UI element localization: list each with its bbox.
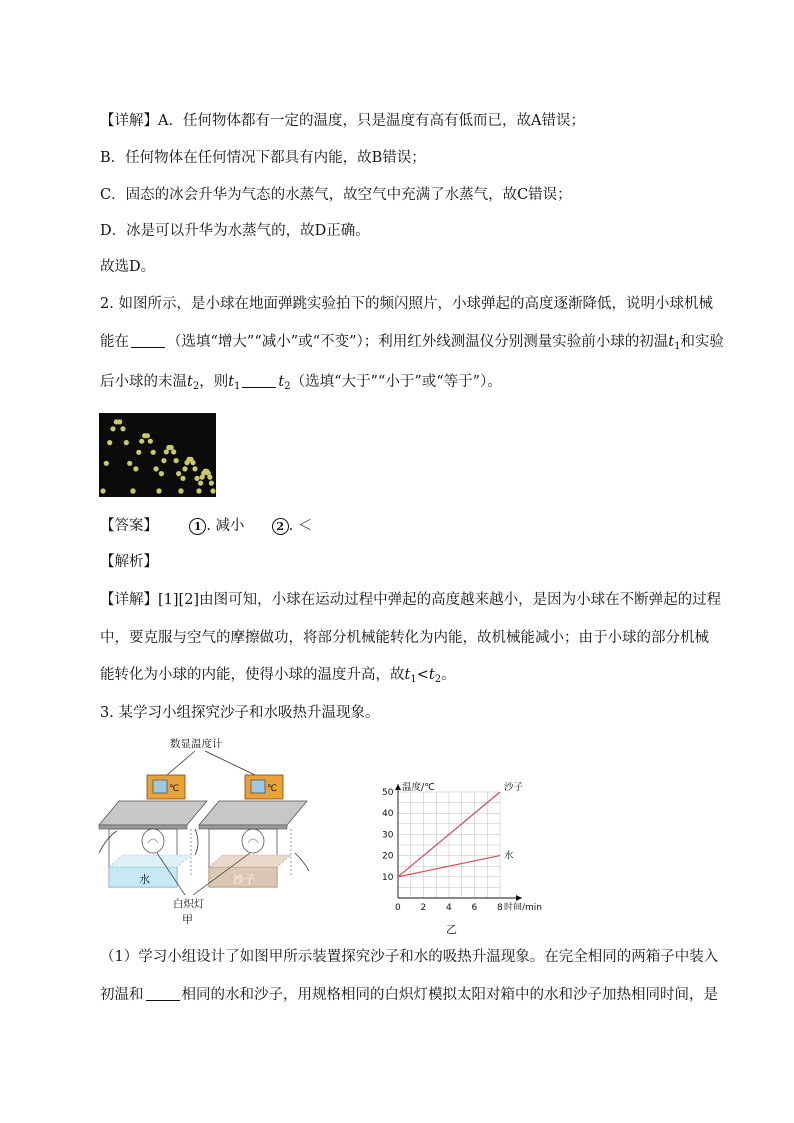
ball-image — [130, 488, 135, 493]
t1-subscript: 1 — [674, 341, 681, 352]
t1-symbol: t — [404, 667, 411, 683]
part-1-line-2 — [100, 985, 718, 1005]
y-tick-label: 30 — [382, 830, 394, 841]
answer-number-2: 2 — [272, 518, 289, 535]
lamp-label: 白炽灯 — [173, 898, 205, 910]
ball-image — [209, 481, 214, 486]
answer-blank-1[interactable] — [131, 333, 165, 348]
figure-a-caption: 甲 — [182, 913, 193, 926]
ball-image — [182, 466, 187, 471]
detail-line-a: 【详解】A．任何物体都有一定的温度，只是温度有高有低而已，故A错误； — [100, 113, 585, 129]
ball-image — [139, 439, 144, 444]
ball-image — [120, 426, 125, 431]
ball-image — [127, 461, 132, 466]
ball-image — [171, 449, 176, 454]
conclusion-line: 故选D。 — [100, 259, 156, 275]
analysis-label: 【解析】 — [100, 554, 158, 570]
unit-label-right: ℃ — [267, 784, 278, 794]
ball-image — [180, 476, 185, 481]
ball-image — [176, 471, 181, 476]
ball-image — [190, 460, 195, 465]
answer-line — [100, 516, 312, 536]
less-than-symbol: < — [416, 667, 429, 683]
answer-label: 【答案】 — [100, 518, 158, 534]
analysis-line-3 — [100, 665, 456, 690]
ball-image — [110, 426, 115, 431]
x-tick-label: 6 — [471, 903, 478, 910]
answer-number-1: 1 — [189, 518, 206, 535]
analysis-text: 。 — [441, 667, 456, 683]
ball-image — [210, 488, 215, 493]
ball-image — [145, 433, 150, 438]
y-tick-label: 20 — [382, 851, 394, 862]
temperature-chart — [370, 780, 560, 910]
q2-text: ，则 — [199, 374, 229, 390]
ball-image — [104, 461, 109, 466]
answer-blank-3[interactable] — [146, 986, 180, 1001]
t2-symbol: t — [428, 667, 435, 683]
ball-image — [207, 475, 212, 480]
x-tick-label: 0 — [395, 903, 401, 910]
t1-subscript: 1 — [234, 381, 241, 392]
t2-subscript: 2 — [192, 381, 200, 392]
ball-image — [148, 439, 153, 444]
ball-image — [156, 488, 161, 493]
detail-line-d: D．冰是可以升华为水蒸气的，故D正确。 — [100, 223, 370, 239]
ball-image — [124, 440, 129, 445]
t1-subscript: 1 — [410, 674, 417, 685]
unit-label-left: ℃ — [169, 784, 180, 794]
analysis-text: 能转化为小球的内能，使得小球的温度升高，故 — [100, 667, 405, 683]
bouncing-ball-photo — [99, 413, 216, 497]
x-axis-label: 时间/min — [504, 903, 543, 910]
figure-b-caption: 乙 — [446, 923, 457, 936]
question-2-line-1: 2. 如图所示，是小球在地面弹跳实验拍下的频闪照片，小球弹起的高度逐渐降低，说明小球机械 — [100, 296, 713, 312]
y-axis-label: 温度/℃ — [402, 782, 435, 793]
part-1-text: 相同的水和沙子，用规格相同的白炽灯模拟太阳对箱中的水和沙子加热相同时间，是 — [181, 987, 718, 1003]
series-label: 沙子 — [504, 782, 524, 793]
ball-image — [196, 488, 201, 493]
q2-text: 能在 — [100, 334, 129, 350]
question-3-title: 3. 某学习小组探究沙子和水吸热升温现象。 — [100, 705, 380, 721]
ball-image — [192, 466, 197, 471]
ball-image — [117, 419, 122, 424]
question-2-line-3 — [100, 372, 502, 397]
detail-line-c: C．固态的冰会升华为气态的水蒸气，故空气中充满了水蒸气，故C错误； — [100, 187, 572, 203]
ball-image — [178, 488, 183, 493]
ball-image — [100, 488, 105, 493]
part-1-line-1: （1）学习小组设计了如图甲所示装置探究沙子和水的吸热升温现象。在完全相同的两箱子中装入 — [100, 949, 719, 965]
apparatus-figure — [95, 735, 325, 910]
ball-image — [107, 440, 112, 445]
ball-image — [169, 445, 174, 450]
ball-image — [198, 481, 203, 486]
y-tick-label: 40 — [382, 809, 394, 820]
ball-image — [174, 458, 179, 463]
q2-text: （选填“增大”“减小”或“不变”）；利用红外线测温仪分别测量实验前小球的初温 — [167, 334, 669, 350]
ball-image — [159, 471, 164, 476]
ball-image — [136, 450, 141, 455]
ball-image — [164, 449, 169, 454]
t2-symbol: t — [187, 374, 193, 390]
q2-text: 和实验 — [680, 334, 724, 350]
ball-image — [133, 466, 138, 471]
t1-symbol: t — [668, 334, 675, 350]
t2-symbol: t — [278, 374, 285, 390]
answer-blank-2[interactable] — [242, 373, 276, 388]
y-tick-label: 10 — [382, 872, 394, 883]
t1-symbol: t — [228, 374, 235, 390]
series-label: 水 — [504, 850, 514, 862]
part-1-text: 初温和 — [100, 987, 144, 1003]
answer-2: . ＜ — [288, 518, 313, 534]
x-tick-label: 2 — [420, 903, 427, 910]
water-box-label: 水 — [139, 873, 150, 886]
y-axis-arrow — [395, 784, 401, 790]
analysis-line-1: 【详解】[1][2]由图可知，小球在运动过程中弹起的高度越来越小，是因为小球在不断弹起的过程 — [100, 592, 722, 608]
q2-text: （选填“大于”“小于”或“等于”）。 — [290, 374, 502, 390]
ball-image — [151, 450, 156, 455]
thermometer-label: 数显温度计 — [170, 738, 223, 750]
analysis-line-2: 中，要克服与空气的摩擦做功，将部分机械能转化为内能，故机械能减小；由于小球的部分机械 — [100, 630, 709, 646]
question-2-line-2 — [100, 332, 724, 357]
ball-image — [194, 476, 199, 481]
x-axis-arrow — [516, 895, 522, 901]
x-tick-label: 4 — [446, 903, 452, 910]
x-tick-label: 8 — [497, 903, 503, 910]
ball-image — [161, 458, 166, 463]
y-tick-label: 50 — [382, 788, 394, 798]
detail-line-b: B．任何物体在任何情况下都具有内能，故B错误； — [100, 150, 426, 166]
answer-1: . 减小 — [206, 518, 245, 534]
q2-text: 后小球的末温 — [100, 374, 187, 390]
t2-subscript: 2 — [284, 381, 291, 392]
ball-image — [154, 466, 159, 471]
sand-box-label: 沙子 — [233, 873, 255, 886]
t2-subscript: 2 — [434, 674, 442, 685]
